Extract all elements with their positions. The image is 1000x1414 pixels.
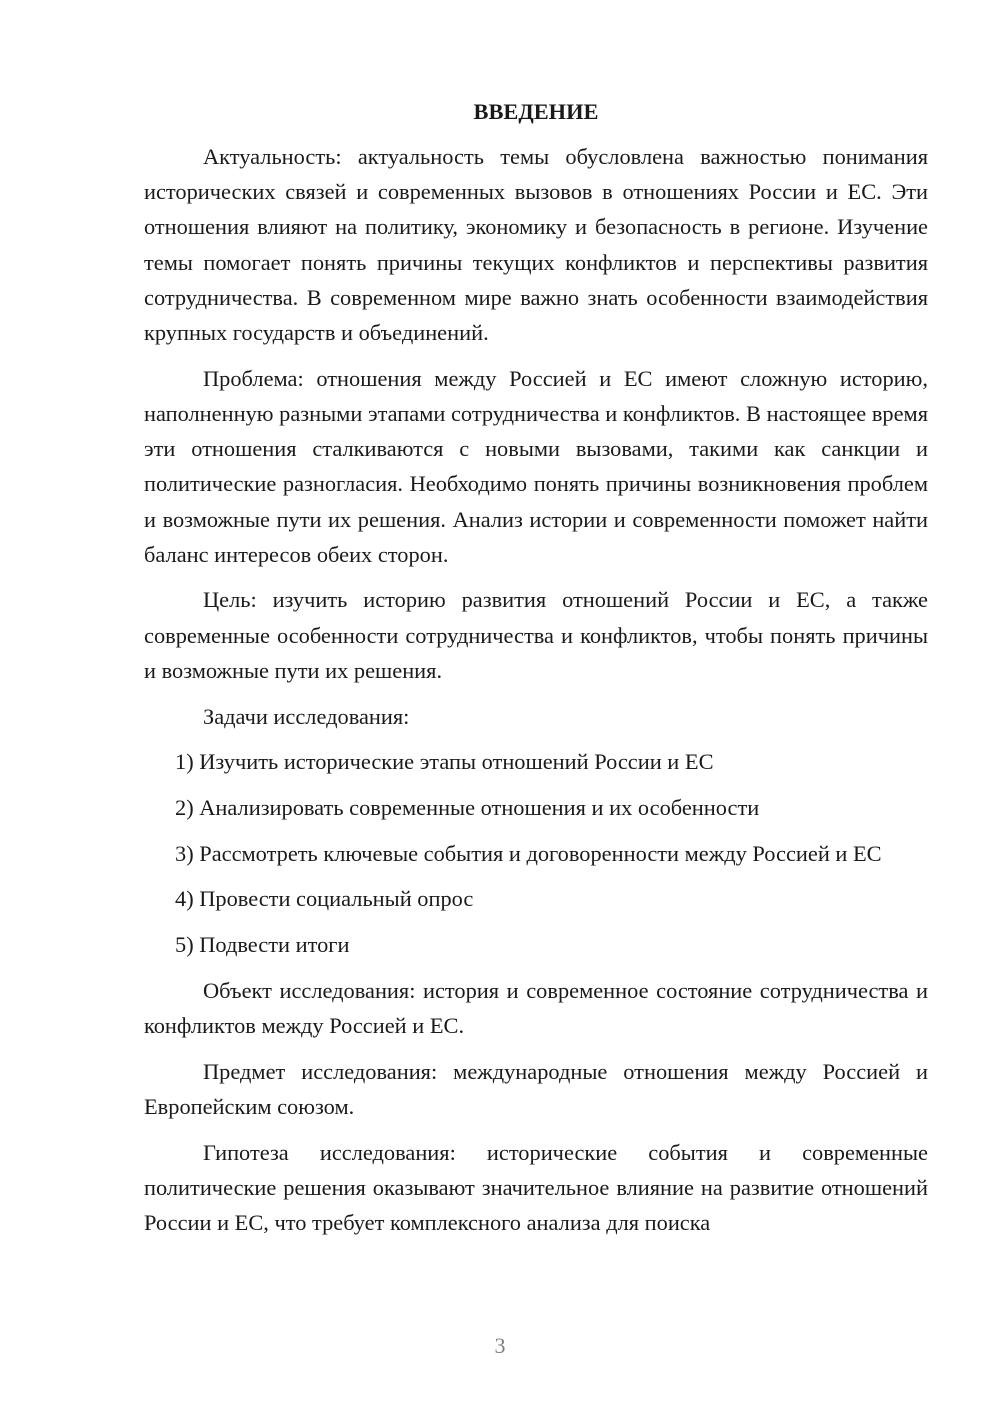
- task-item-5: 5) Подвести итоги: [175, 932, 350, 958]
- hypothesis-paragraph: Гипотеза исследования: исторические события и современные политические решения оказывают значительное влияние на развитие отношений России и ЕС, что требует комплексного анализа для поиска: [144, 1139, 928, 1235]
- object-paragraph: Объект исследования: история и современное состояние сотрудничества и конфликтов между Россией и ЕС.: [144, 977, 928, 1038]
- task-item-4: 4) Провести социальный опрос: [175, 886, 474, 912]
- goal-paragraph: Цель: изучить историю развития отношений России и ЕС, а также современные особенности сотрудничества и конфликтов, чтобы понять причины и возможные пути их решения.: [144, 587, 928, 683]
- task-item-1: 1) Изучить исторические этапы отношений России и ЕС: [175, 749, 714, 775]
- document-page: [144, 94, 928, 1251]
- task-item-2: 2) Анализировать современные отношения и их особенности: [175, 794, 760, 820]
- relevance-paragraph: Актуальность: актуальность темы обусловлена важностью понимания исторических связей и современных вызовов в отношениях России и ЕС. Эти отношения влияют на политику, экономику и безопасность в регионе. Изучение темы помогает понять причины текущих конфликтов и перспективы развития сотрудничества. В современном мире важно знать особенности взаимодействия крупных государств и объединений.: [144, 144, 928, 346]
- section-heading: ВВЕДЕНИЕ: [473, 99, 599, 124]
- problem-paragraph: Проблема: отношения между Россией и ЕС имеют сложную историю, наполненную разными этапами сотрудничества и конфликтов. В настоящее время эти отношения сталкиваются с новыми вызовами, такими как санкции и политические разногласия. Необходимо понять причины возникновения проблем и возможные пути их решения. Анализ истории и современности поможет найти баланс интересов обеих сторон.: [144, 365, 928, 567]
- tasks-label: Задачи исследования:: [203, 703, 410, 729]
- page-number: 3: [494, 1333, 506, 1358]
- task-item-3: 3) Рассмотреть ключевые события и договоренности между Россией и ЕС: [175, 840, 882, 866]
- subject-paragraph: Предмет исследования: международные отношения между Россией и Европейским союзом.: [144, 1058, 928, 1119]
